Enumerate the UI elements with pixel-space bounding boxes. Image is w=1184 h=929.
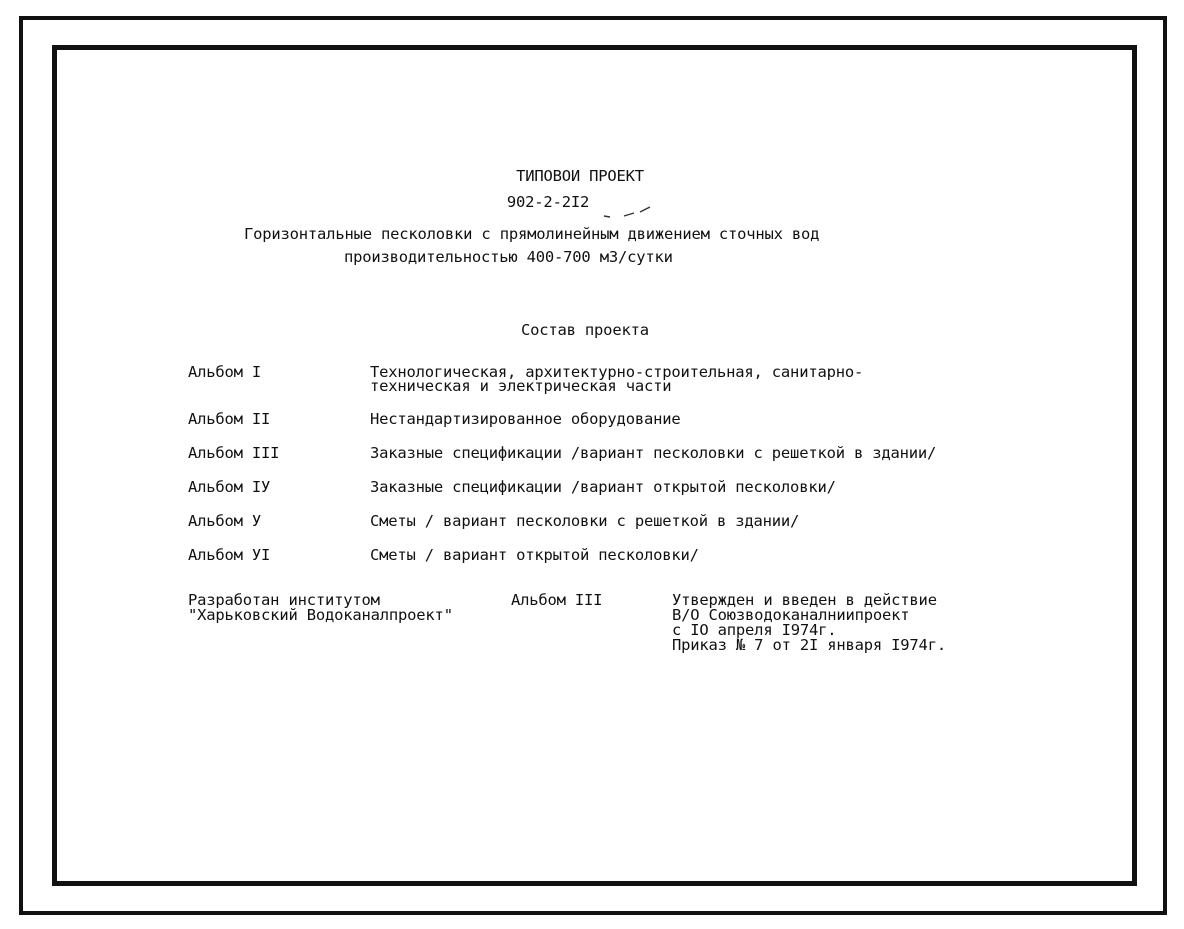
album-description: Нестандартизированное оборудование bbox=[370, 410, 681, 428]
album-name: Альбом III bbox=[188, 444, 280, 462]
doc-type: ТИПОВОИ ПРОЕКТ bbox=[516, 167, 644, 185]
title-line-2: производительностью 400-700 мЗ/сутки bbox=[344, 248, 673, 266]
pen-mark bbox=[600, 206, 656, 220]
album-name: Альбом У bbox=[188, 512, 262, 530]
album-description: Заказные спецификации /вариант открытой песколовки/ bbox=[370, 478, 836, 496]
approval-line: В/О Союзводоканалниипроект bbox=[672, 606, 910, 624]
title-line-1: Горизонтальные песколовки с прямолинейным движением сточных вод bbox=[244, 225, 820, 243]
contents-heading: Состав проекта bbox=[521, 321, 649, 339]
project-number: 902-2-2I2 bbox=[506, 193, 590, 211]
approval-line: с IO апреля I974г. bbox=[672, 621, 837, 639]
album-description-continued: техническая и электрическая части bbox=[370, 377, 672, 395]
album-description: Заказные спецификации /вариант песколовки с решеткой в здании/ bbox=[370, 444, 937, 462]
album-description: Технологическая, архитектурно-строительная, санитарно- bbox=[370, 363, 864, 381]
album-name: Альбом II bbox=[188, 410, 271, 428]
album-name: Альбом I bbox=[188, 363, 262, 381]
developer-line-1: Разработан институтом bbox=[188, 591, 380, 609]
album-description: Сметы / вариант песколовки с решеткой в здании/ bbox=[370, 512, 800, 530]
album-name: Альбом УI bbox=[188, 546, 271, 564]
album-name: Альбом IУ bbox=[188, 478, 271, 496]
developer-line-2: "Харьковский Водоканалпроект" bbox=[188, 606, 453, 624]
approval-line: Утвержден и введен в действие bbox=[672, 591, 937, 609]
current-album: Альбом III bbox=[511, 591, 603, 609]
approval-line: Приказ № 7 от 2I января I974г. bbox=[672, 636, 946, 654]
album-description: Сметы / вариант открытой песколовки/ bbox=[370, 546, 699, 564]
